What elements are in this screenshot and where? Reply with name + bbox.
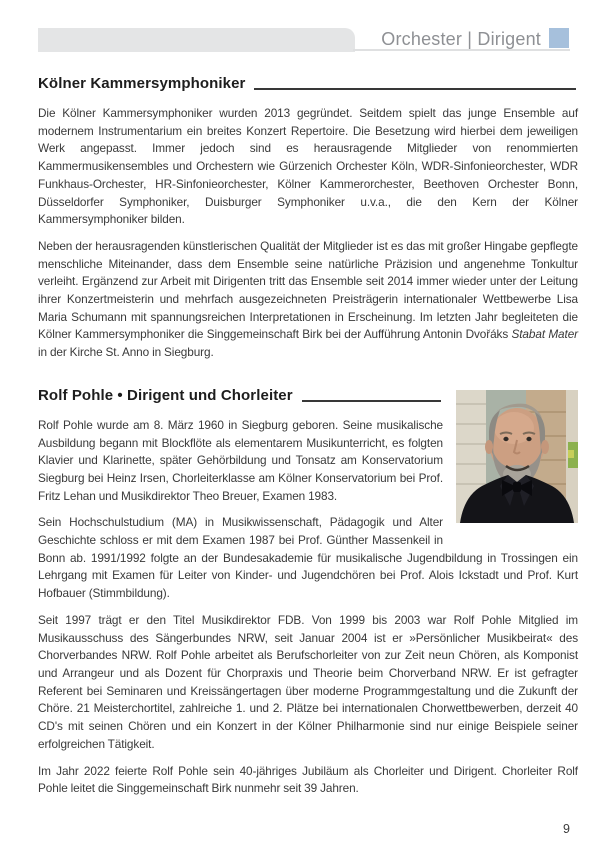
category-header [38, 28, 578, 52]
title-rule [254, 88, 576, 90]
category-label: Orchester | Dirigent [381, 29, 541, 49]
section2-title [38, 386, 443, 405]
paragraph-text: Neben der herausragenden künstlerischen Qualität der Mitglieder ist es das mit großer Hingabe gepflegte menschliche Miteinander, dass dem Ensemble seine natürliche Präzision und angenehme Tonkultur verleiht. Ergänzend zur Arbeit mit Dirigenten tritt das Ensemble seit 2014 immer wieder unter der Leitung ihrer Konzertmeisterin und mehrfach ausgezeichneten Preisträgerin internationaler Wettbewerbe Lisa Maria Schumann mit spannungsreichen Interpretationen in Erscheinung. Im letzten Jahr begleiteten die Kölner Kammersymphoniker die Singgemeinschaft Birk bei der Aufführung Antonin Dvořáks [38, 238, 578, 342]
section1-paragraph-2 [38, 238, 578, 362]
section2-paragraph-1: Rolf Pohle wurde am 8. März 1960 in Siegburg geboren. Seine musikalische Ausbildung begann mit Blockflöte als elementarem Musikunterricht, es folgten Klavier und Klarinette, später Gehörbildung und Tonsatz am Konservatorium Siegburg bei Heinz Irsen, Chorleiterklasse am Kölner Konservatorium bei Prof. Fritz Lehan und Musikdirektor Theo Breuer, Examen 1983. [38, 417, 443, 503]
portrait-photo-graphic [456, 390, 578, 523]
section1-title-text: Kölner Kammersymphoniker [38, 75, 246, 92]
section1-paragraph-1: Die Kölner Kammersymphoniker wurden 2013 gegründet. Seitdem spielt das junge Ensemble auf modernem Instrumentarium ein breites Konzert Repertoire. Die Besetzung wird hierbei dem jeweiligen Werk angepasst. Immer jedoch sind es herausragende Mitglieder von renommierten Kammermusikensembles und Orchestern wie Gürzenich Orchester Köln, WDR-Sinfonieorchester, WDR Funkhaus-Orchester, HR-Sinfonieorchester, Kölner Kammerorchester, Beethoven Orchester Bonn, Düsseldorfer Symphoniker, Duisburger Symphoniker u.v.a., die den Kern der Kölner Kammersymphoniker bilden. [38, 106, 578, 227]
section2-paragraph-4: Im Jahr 2022 feierte Rolf Pohle sein 40-jähriges Jubiläum als Chorleiter und Dirigent. Chorleiter Rolf Pohle leitet die Singgemeinschaft Birk nunmehr seit 39 Jahren. [38, 763, 578, 796]
header-tab-bar [38, 28, 355, 52]
page-content [38, 28, 578, 807]
section1-title [38, 74, 578, 93]
section2-paragraph-3: Seit 1997 trägt er den Titel Musikdirektor FDB. Von 1999 bis 2003 war Rolf Pohle Mitglied im Musikausschuss des Sängerbundes NRW, seit Januar 2004 ist er »Persönlicher Musikbeirat« des Chorverbandes NRW. Rolf Pohle arbeitet als Berufschorleiter von zur Zeit neun Chören, als Komponist und Arrangeur und als Dozent für Chorpraxis und Theorie beim Chorverband NRW. Er ist gefragter Referent bei Seminaren und Kreissängertagen über moderne Programmgestaltung und die Zukunft der Chöre. 21 Meisterchortitel, zahlreiche 1. und 2. Plätze bei internationalen Chorwettbewerben, derzeit 40 CD's mit seinen Chören und ein Konzert in der Kölner Philharmonie sind nur einige Beispiele seiner erfolgreichen Tätigkeit. [38, 612, 578, 751]
section-koelner-kammersymphoniker [38, 74, 578, 362]
portrait-photo [456, 390, 578, 523]
section-rolf-pohle [38, 386, 578, 798]
work-title-italic: Stabat Mater [511, 327, 578, 342]
accent-square [549, 28, 569, 48]
paragraph-text: in der Kirche St. Anno in Siegburg. [38, 345, 214, 360]
title-rule [302, 400, 441, 402]
section2-paragraph-2: Sein Hochschulstudium (MA) in Musikwissenschaft, Pädagogik und Alter Geschichte schloss er mit dem Examen 1987 bei Prof. Günther Massenkeil in Bonn ab. 1991/1992 folgte an der Bundesakademie für musikalische Jugendbildung in Trossingen ein Lehrgang mit Examen für Leiter von Kinder- und Jugendchören bei Prof. Alois Ickstadt und Prof. Kurt Hofbauer (Stimmbildung). [38, 515, 578, 601]
section2-title-text: Rolf Pohle • Dirigent und Chorleiter [38, 386, 293, 404]
page-number: 9 [563, 822, 570, 836]
